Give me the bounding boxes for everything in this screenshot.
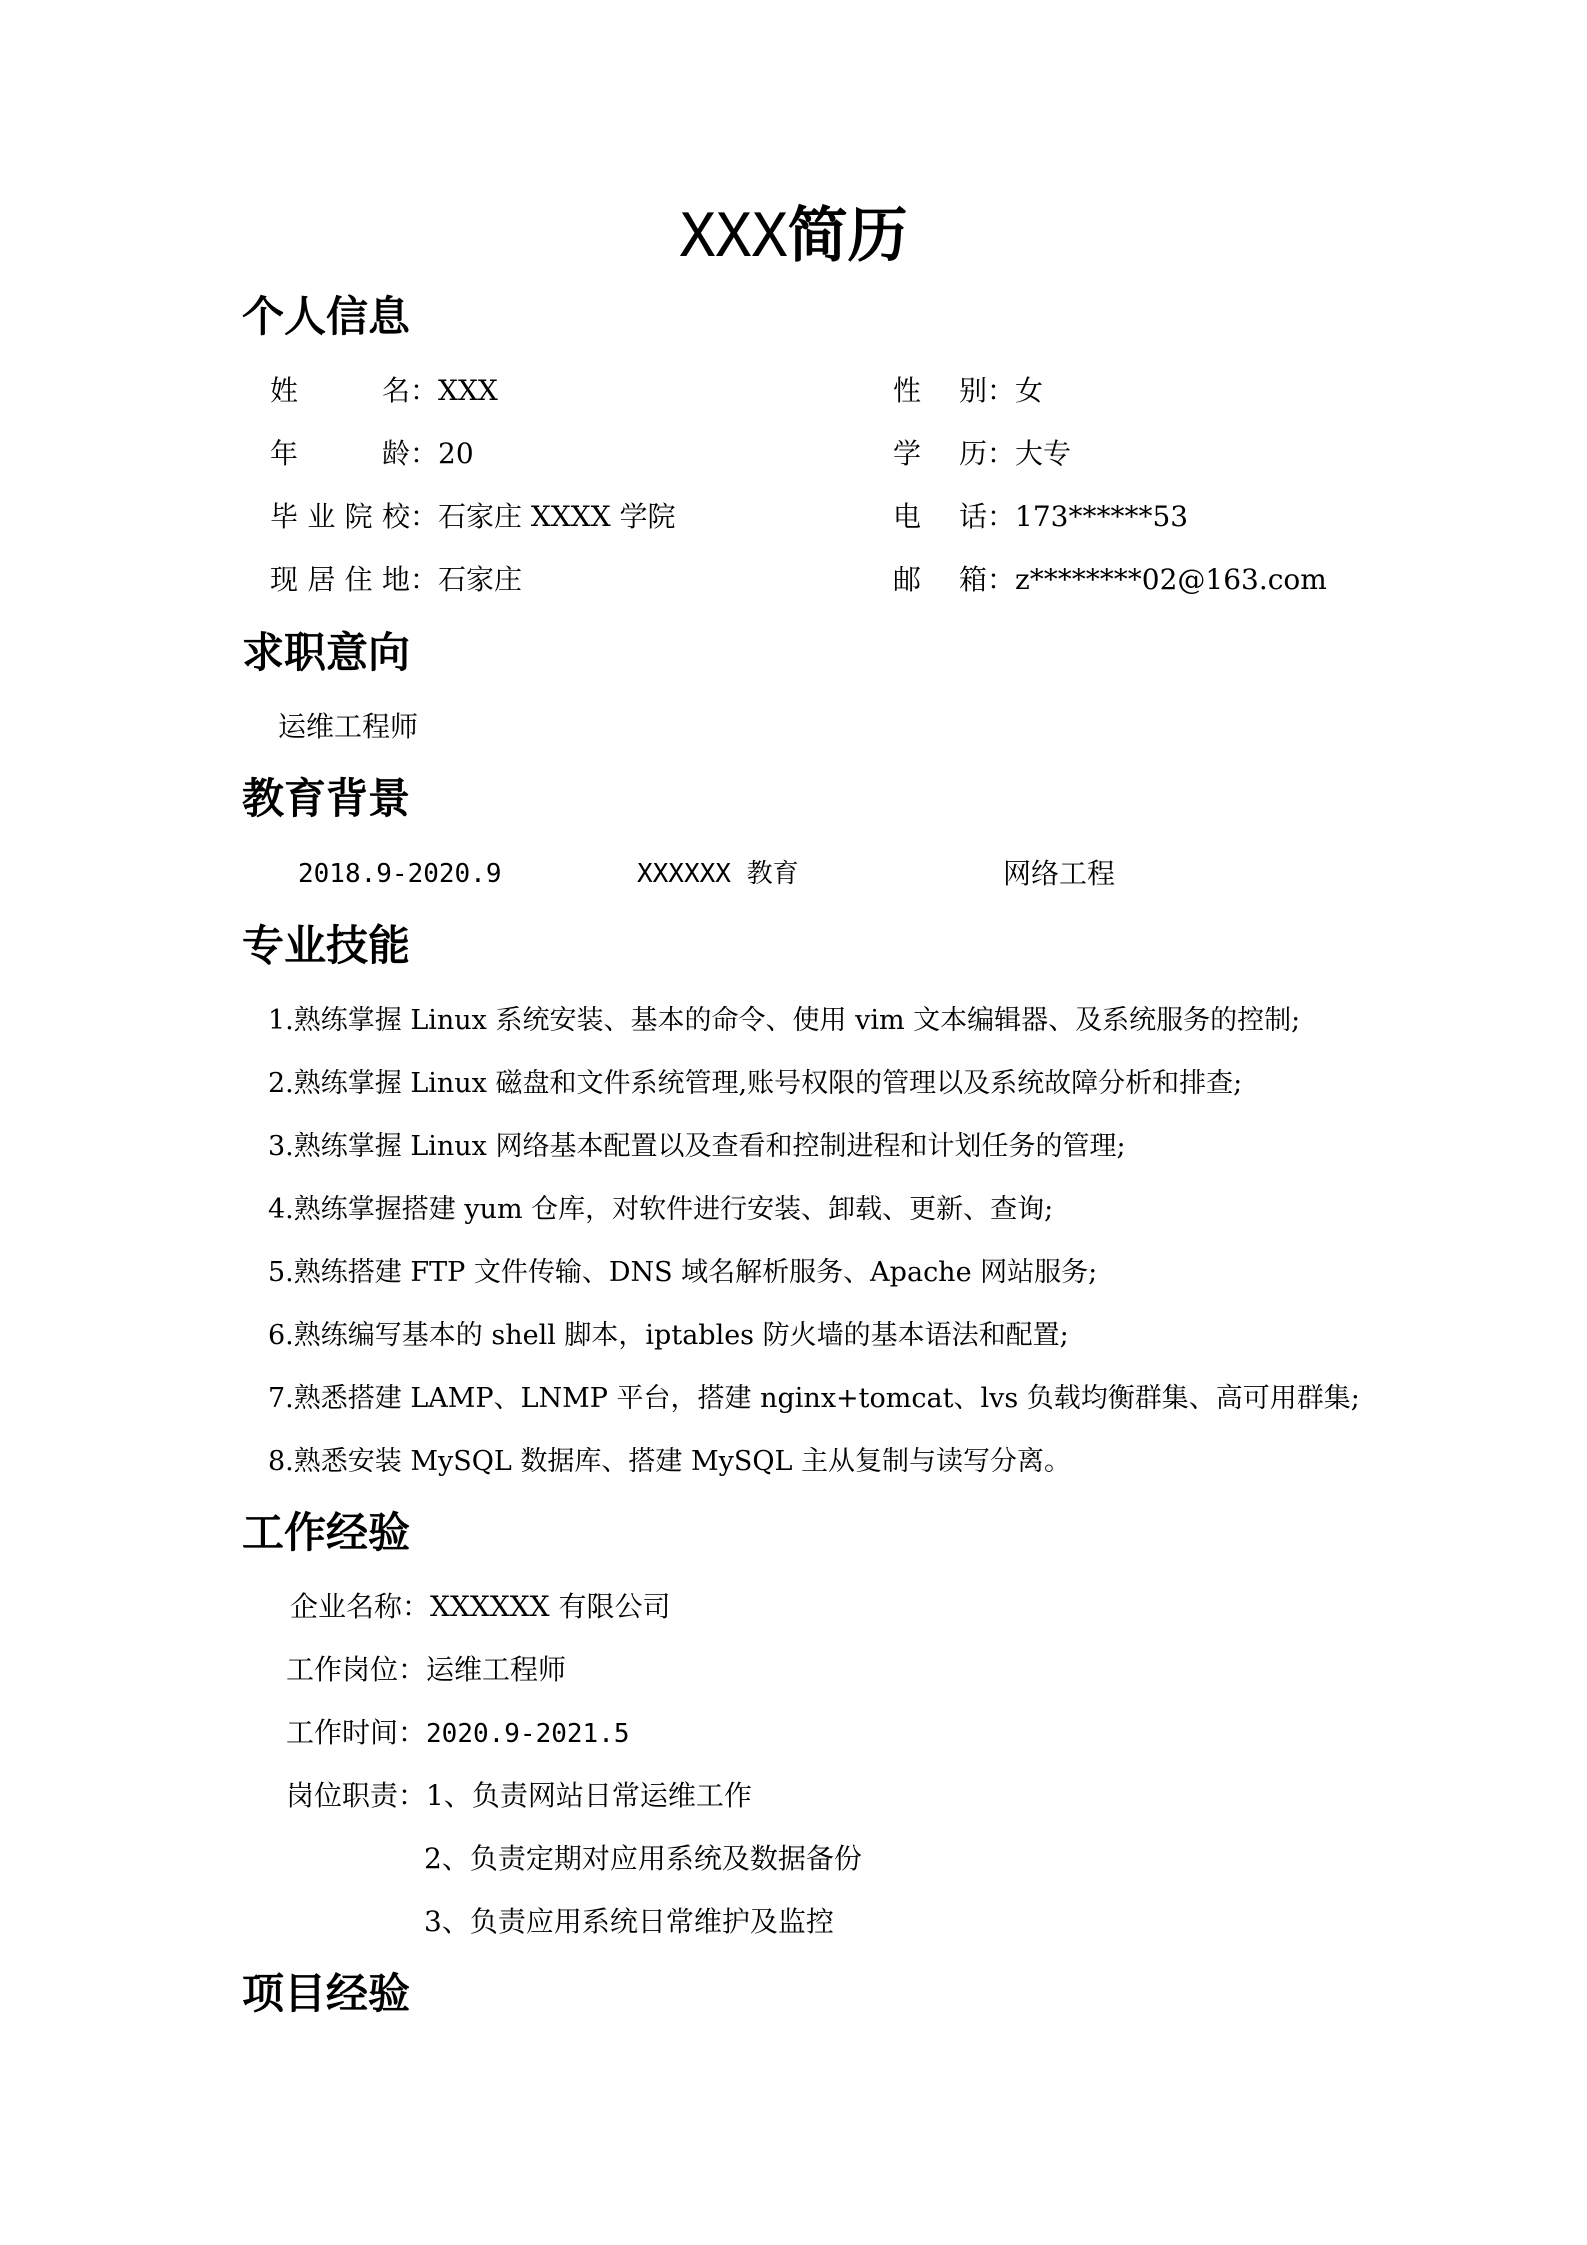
email-row: 邮箱：z********02@163.com bbox=[893, 561, 1327, 599]
phone-row: 电话：173******53 bbox=[893, 498, 1188, 536]
skill-item: 4.熟练掌握搭建 yum 仓库，对软件进行安装、卸载、更新、查询; bbox=[268, 1194, 1054, 1225]
duties-label: 岗位职责： bbox=[286, 1779, 427, 1812]
gender-row: 性别：女 bbox=[893, 372, 1043, 410]
company-label: 企业名称： bbox=[290, 1590, 431, 1623]
name-value: XXX bbox=[438, 374, 498, 407]
phone-label: 电话 bbox=[893, 500, 987, 533]
address-row: 现居住地：石家庄 bbox=[270, 561, 522, 599]
section-heading-projects: 项目经验 bbox=[242, 1969, 411, 2018]
school-row: 毕业院校：石家庄 XXXX 学院 bbox=[270, 498, 676, 536]
degree-label: 学历 bbox=[893, 437, 987, 470]
gender-value: 女 bbox=[1015, 374, 1044, 407]
email-value: z********02@163.com bbox=[1015, 563, 1327, 596]
post-value: 运维工程师 bbox=[426, 1653, 567, 1686]
school-label: 毕业院校 bbox=[270, 500, 410, 533]
page-title bbox=[0, 198, 1587, 274]
education-period: 2018.9-2020.9 bbox=[298, 859, 502, 889]
age-label: 年龄 bbox=[270, 437, 410, 470]
school-value: 石家庄 XXXX 学院 bbox=[438, 500, 676, 533]
degree-row: 学历：大专 bbox=[893, 435, 1071, 473]
education-major: 网络工程 bbox=[1003, 857, 1116, 890]
work-time-row bbox=[286, 1714, 630, 1753]
skill-item: 6.熟练编写基本的 shell 脚本，iptables 防火墙的基本语法和配置; bbox=[268, 1320, 1069, 1351]
section-heading-skills: 专业技能 bbox=[242, 921, 411, 970]
work-time-label: 工作时间： bbox=[286, 1716, 427, 1749]
skill-item: 5.熟练搭建 FTP 文件传输、DNS 域名解析服务、Apache 网站服务; bbox=[268, 1257, 1098, 1288]
title-suffix: 简历 bbox=[787, 201, 908, 271]
post-label: 工作岗位： bbox=[286, 1653, 427, 1686]
section-heading-work: 工作经验 bbox=[242, 1508, 411, 1557]
duty-item: 1、负责网站日常运维工作 bbox=[426, 1779, 752, 1812]
address-label: 现居住地 bbox=[270, 563, 410, 596]
duties-row bbox=[286, 1777, 752, 1815]
job-intent: 运维工程师 bbox=[278, 710, 419, 743]
duty-item: 3、负责应用系统日常维护及监控 bbox=[424, 1905, 834, 1938]
skill-item: 8.熟悉安装 MySQL 数据库、搭建 MySQL 主从复制与读写分离。 bbox=[268, 1446, 1072, 1477]
gender-label: 性别 bbox=[893, 374, 987, 407]
duty-item: 2、负责定期对应用系统及数据备份 bbox=[424, 1842, 862, 1875]
company-row bbox=[290, 1588, 671, 1626]
post-row bbox=[286, 1651, 566, 1689]
section-heading-intent: 求职意向 bbox=[242, 628, 411, 677]
skill-item: 1.熟练掌握 Linux 系统安装、基本的命令、使用 vim 文本编辑器、及系统服务的控制; bbox=[268, 1005, 1301, 1036]
skill-item: 2.熟练掌握 Linux 磁盘和文件系统管理,账号权限的管理以及系统故障分析和排查; bbox=[268, 1068, 1243, 1099]
section-heading-education: 教育背景 bbox=[242, 774, 411, 823]
email-label: 邮箱 bbox=[893, 563, 987, 596]
degree-value: 大专 bbox=[1015, 437, 1072, 470]
skill-item: 3.熟练掌握 Linux 网络基本配置以及查看和控制进程和计划任务的管理; bbox=[268, 1131, 1126, 1162]
work-time-value: 2020.9-2021.5 bbox=[426, 1719, 630, 1749]
address-value: 石家庄 bbox=[438, 563, 523, 596]
section-heading-personal: 个人信息 bbox=[242, 292, 411, 341]
age-value: 20 bbox=[438, 437, 474, 470]
name-label: 姓名 bbox=[270, 374, 410, 407]
education-school: XXXXXX 教育 bbox=[637, 859, 799, 889]
title-name: XXX bbox=[679, 201, 788, 271]
skill-item: 7.熟悉搭建 LAMP、LNMP 平台，搭建 nginx+tomcat、lvs 负载均衡群集、高可用群集; bbox=[268, 1383, 1360, 1414]
company-value: XXXXXX 有限公司 bbox=[430, 1590, 671, 1623]
name-row: 姓名：XXX bbox=[270, 372, 498, 410]
age-row: 年龄：20 bbox=[270, 435, 474, 473]
phone-value: 173******53 bbox=[1015, 500, 1189, 533]
